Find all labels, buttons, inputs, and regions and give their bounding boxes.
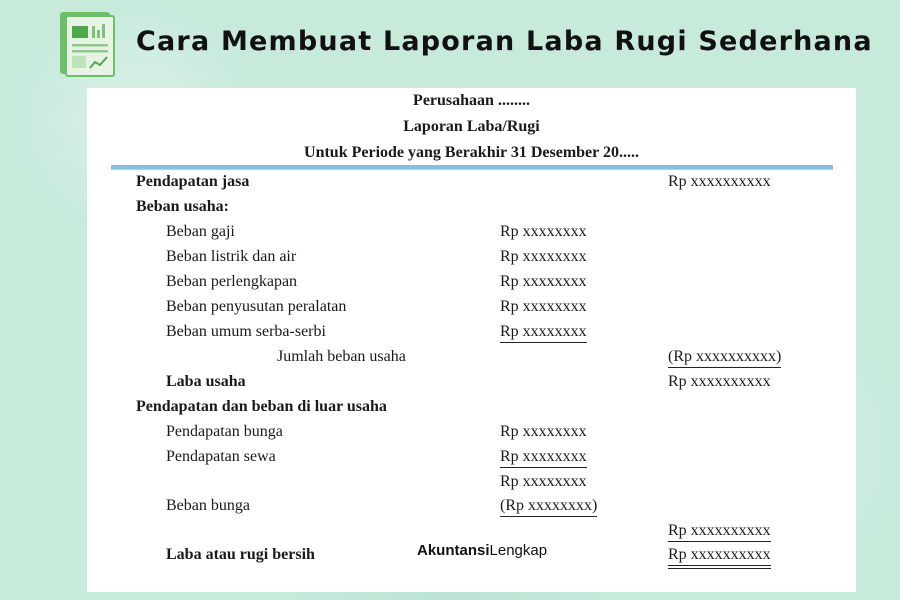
beban-item-amount: Rp xxxxxxxx <box>500 223 587 240</box>
header <box>58 12 898 78</box>
luar-usaha-item-label: Pendapatan bunga <box>166 423 283 440</box>
watermark <box>417 542 547 559</box>
beban-item-amount: Rp xxxxxxxx <box>500 298 587 315</box>
beban-item-label: Beban gaji <box>166 223 235 240</box>
beban-item-label: Beban listrik dan air <box>166 248 297 265</box>
laba-bersih-label: Laba atau rugi bersih <box>166 546 315 563</box>
beban-item-label: Beban perlengkapan <box>166 273 298 290</box>
luar-usaha-net: Rp xxxxxxxxxx <box>668 522 771 542</box>
report-period: Untuk Periode yang Berakhir 31 Desember 20..... <box>304 144 639 161</box>
beban-bunga-label: Beban bunga <box>166 497 250 514</box>
document-chart-icon <box>58 12 116 78</box>
beban-item-amount: Rp xxxxxxxx <box>500 248 587 265</box>
beban-item-amount: Rp xxxxxxxx <box>500 323 587 343</box>
luar-usaha-label: Pendapatan dan beban di luar usaha <box>136 398 387 415</box>
pendapatan-jasa-amount: Rp xxxxxxxxxx <box>668 173 771 190</box>
income-statement-sheet <box>87 88 856 592</box>
beban-usaha-label: Beban usaha: <box>136 198 229 215</box>
company-name: Perusahaan ........ <box>413 92 530 109</box>
laba-usaha-amount: Rp xxxxxxxxxx <box>668 373 771 390</box>
beban-bunga-amount: (Rp xxxxxxxx) <box>500 497 597 517</box>
beban-item-amount: Rp xxxxxxxx <box>500 273 587 290</box>
watermark-bold: Akuntansi <box>417 542 490 559</box>
header-divider <box>111 165 833 170</box>
jumlah-beban-amount: (Rp xxxxxxxxxx) <box>668 348 781 368</box>
laba-bersih-amount: Rp xxxxxxxxxx <box>668 546 771 569</box>
beban-item-label: Beban penyusutan peralatan <box>166 298 347 315</box>
jumlah-beban-label: Jumlah beban usaha <box>277 348 406 365</box>
luar-usaha-item-label: Pendapatan sewa <box>166 448 276 465</box>
laba-usaha-label: Laba usaha <box>166 373 246 390</box>
luar-usaha-subtotal: Rp xxxxxxxx <box>500 473 587 490</box>
report-name: Laporan Laba/Rugi <box>403 118 540 135</box>
watermark-regular: Lengkap <box>489 542 548 559</box>
luar-usaha-item-amount: Rp xxxxxxxx <box>500 448 587 468</box>
pendapatan-jasa-label: Pendapatan jasa <box>136 173 250 190</box>
page-title: Cara Membuat Laporan Laba Rugi Sederhana <box>136 26 873 57</box>
luar-usaha-item-amount: Rp xxxxxxxx <box>500 423 587 440</box>
beban-item-label: Beban umum serba-serbi <box>166 323 326 340</box>
